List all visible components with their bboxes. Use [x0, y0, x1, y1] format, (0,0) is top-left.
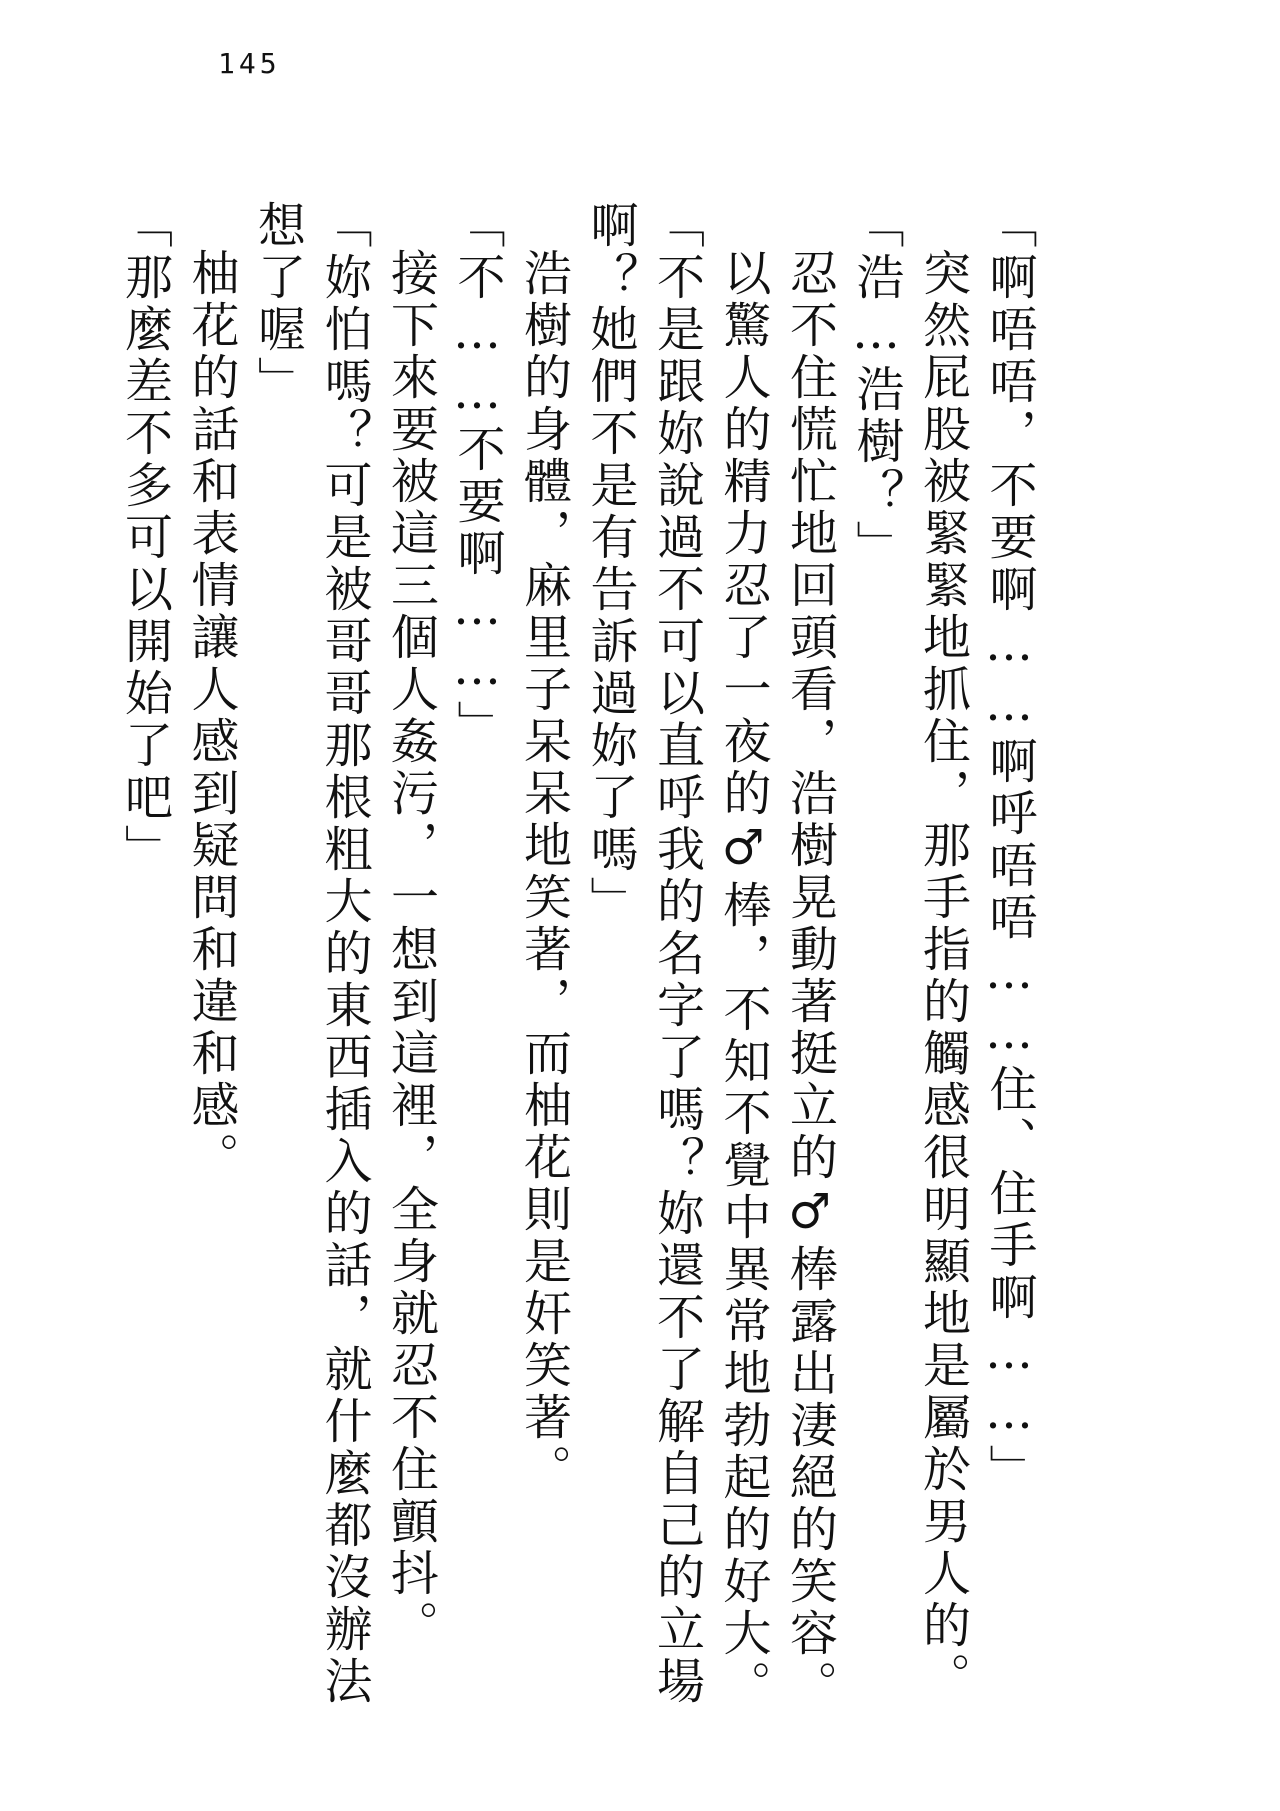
paragraph: 「那麼差不多可以開始了吧」 — [116, 200, 173, 876]
paragraph: 浩樹的身體，麻里子呆呆地笑著，而柚花則是奸笑著。 — [515, 248, 572, 1496]
paragraph: 突然屁股被緊緊地抓住，那手指的觸感很明顯地是屬於男人的。 — [914, 248, 971, 1704]
paragraph: 「啊唔唔，不要啊……啊呼唔唔……住、住手啊……」 — [981, 200, 1037, 1496]
body-text — [111, 200, 1042, 1750]
paragraph: 忍不住慌忙地回頭看，浩樹晃動著挺立的♂棒露出淒絕的笑容。以驚人的精力忍了一夜的♂棒，不知不覺中異常地勃起的好大。 — [715, 248, 838, 1712]
paragraph: 接下來要被這三個人姦污，一想到這裡，全身就忍不住顫抖。 — [382, 248, 439, 1652]
paragraph: 「不……不要啊……」 — [449, 200, 505, 752]
page-number: 145 — [218, 47, 281, 80]
paragraph: 「浩…浩樹？」 — [848, 200, 904, 572]
paragraph: 柚花的話和表情讓人感到疑問和違和感。 — [183, 248, 239, 1184]
paragraph: 「不是跟妳說過不可以直呼我的名字了嗎？妳還不了解自己的立場啊？她們不是有告訴過妳了嗎」 — [582, 200, 705, 1708]
paragraph: 「妳怕嗎？可是被哥哥那根粗大的東西插入的話，就什麼都沒辦法想了喔」 — [249, 200, 372, 1708]
